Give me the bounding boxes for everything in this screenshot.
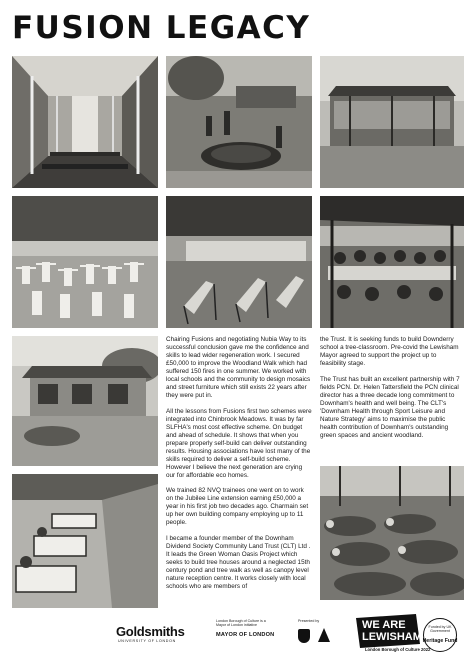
presented-by-label: Presented by [298,619,320,623]
lottery-funding-note: Funded by UK Government [428,625,452,634]
photo-pavilion [320,56,464,188]
photo-walkway [12,56,158,188]
we-are-lewisham-logo: WE ARE LEWISHAM [362,619,422,643]
heritage-fund-circle-icon [423,618,457,652]
mayor-of-london-logo: MAYOR OF LONDON [216,632,275,638]
paragraph-tree-classroom: the Trust. It is seeking funds to build Downderry school a tree-classroom. Pre-covid the Lewisham Mayor agreed to support the project up to feasibility stage. [320,336,459,367]
lewisham-culture-subtitle: London Borough of Culture 2022 [365,647,431,652]
photo-deck-chairs [166,196,312,328]
photo-children-at-tables [320,196,464,328]
goldsmiths-subtitle: UNIVERSITY OF LONDON [118,639,176,643]
paragraph-chinbrook: All the lessons from Fusions first two schemes were integrated into Chinbrook Meadows. It was by far SLFHA's most cost effective scheme. On budget and ahead of schedule. It shows that when you prepare properly self-build can deliver outstanding results. Housing associations have lost many of the skills required to deliver a self-build scheme. However I believe the next generation are crying our for affordable eco homes. [166,407,312,479]
text-column-right [320,336,464,447]
paragraph-downham-clt: I became a founder member of the Downham Dividend Society Community Land Trust (CLT) Ltd . It leads the Green Woman Oasis Project which seeks to build tree houses around a neglected 15th century pond and tree walk as well as canopy level nature reception centre. It works closely with local schools who are members of [166,534,311,590]
text-column-left [166,336,312,598]
photo-pond-digging [166,56,312,188]
photo-veranda-building [12,336,158,466]
photo-children-blankets [320,466,464,600]
poster-title: FUSION LEGACY [12,10,311,46]
photo-children-exercising [12,196,158,328]
paragraph-nubia-way: Chairing Fusions and negotiating Nubia Way to its successful conclusion gave me the confidence and skills to lead wider regeneration work. I secured £50,000 to improve the Woodland Walk which had suffered 150 fires in one summer. We worked with local schools and the community to design mosaics and street furniture which still exists 22 years after they were put in. [166,336,311,399]
lewisham-crest-icon [298,629,310,643]
arts-council-icon [318,628,330,642]
goldsmiths-logo: Goldsmiths [116,624,185,639]
photo-children-beds [12,474,158,608]
paragraph-pcn-partnership: The Trust has built an excellent partnership with 7 fields PCN. Dr. Helen Tattersfield the PCN clinical director has a three decade long commitment to Downham's health and well being. The CLT's 'Downham Health through Sport Leisure and Nature Strategy' aims to maximise the public health contribution of Downham's outstanding green spaces and ancient woodland. [320,375,460,439]
paragraph-nvq-trainees: We trained 82 NVQ trainees one went on to work on the Jubilee Line extension earning £50,000 a year in his first job two decades ago. Charmain set up her own building company employing up to 11 people. [166,487,309,527]
borough-culture-note: London Borough of Culture is a Mayor of London initiative [216,619,266,628]
heritage-fund-logo: Heritage Fund [422,638,458,644]
